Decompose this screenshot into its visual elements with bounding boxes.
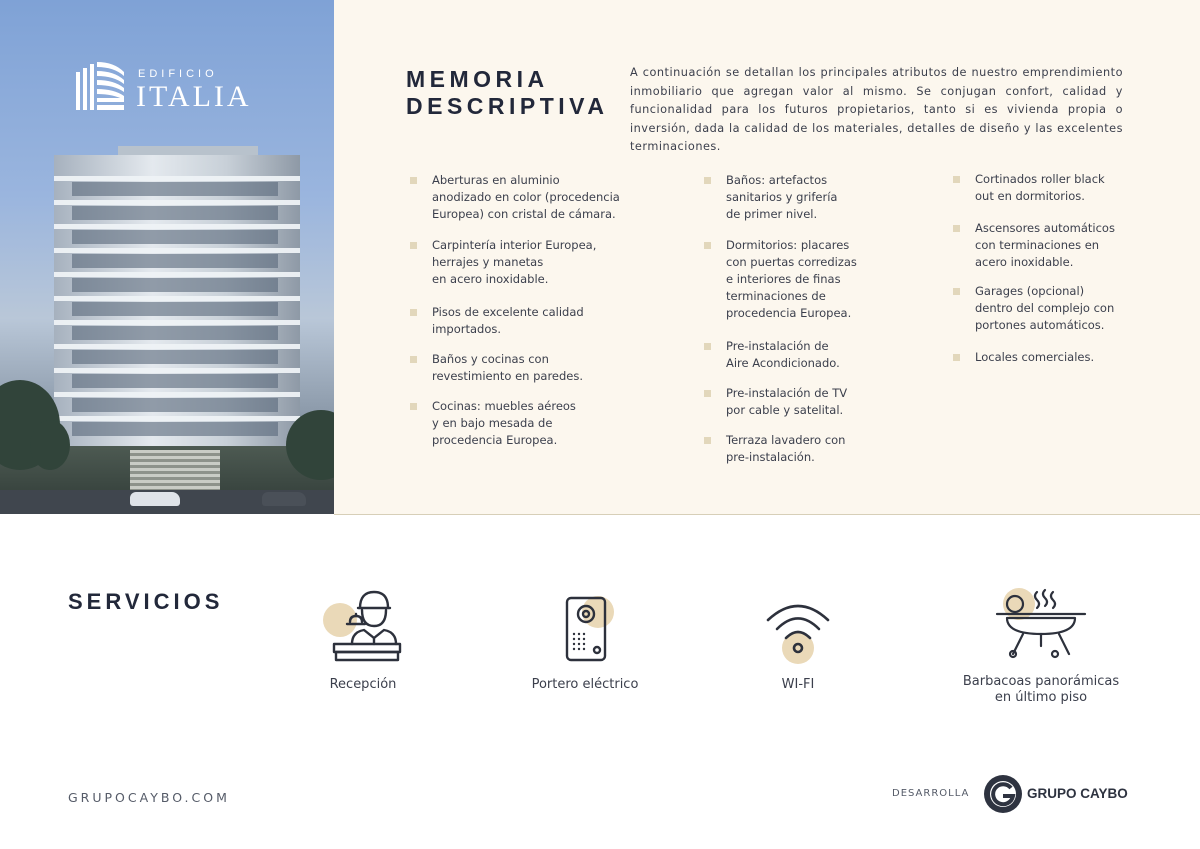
list-item: Garages (opcional) dentro del complejo con portones automáticos.: [953, 283, 1115, 334]
bullet-icon: [953, 176, 960, 183]
memoria-intro: A continuación se detallan los principales atributos de nuestro emprendimiento inmobiliario que agregan valor al mismo. Se conjugan confort, calidad y funcionalidad para los futuros propietarios, tanto si es vivienda propia o inversión, dada la calidad de los materiales, detalles de diseño y las excelentes terminaciones.: [630, 66, 1123, 153]
list-item: Pisos de excelente calidad importados.: [410, 304, 620, 338]
list-item: Locales comerciales.: [953, 349, 1115, 366]
building-logo-icon: [74, 58, 128, 110]
features-column-1: [410, 172, 620, 449]
list-item: Aberturas en aluminio anodizado en color (procedencia Europea) con cristal de cámara.: [410, 172, 620, 223]
bullet-icon: [704, 437, 711, 444]
list-item: Pre-instalación de Aire Acondicionado.: [704, 338, 857, 372]
section-divider: [334, 514, 1200, 515]
service-label-barbacoas: Barbacoas panorámicas en último piso: [962, 674, 1120, 705]
bullet-icon: [410, 242, 417, 249]
servicios-title: SERVICIOS: [68, 589, 224, 614]
bullet-icon: [704, 343, 711, 350]
grupo-caybo-g-icon: [982, 773, 1024, 815]
desarrolla-label: DESARROLLA: [892, 788, 970, 799]
bullet-icon: [410, 177, 417, 184]
bullet-icon: [410, 356, 417, 363]
service-portero: [515, 594, 655, 693]
edificio-italia-logo: [74, 58, 274, 112]
brand-name: GRUPO CAYBO: [1027, 786, 1128, 801]
bullet-icon: [704, 177, 711, 184]
bullet-icon: [410, 403, 417, 410]
list-item: Baños: artefactos sanitarios y grifería de primer nivel.: [704, 172, 857, 223]
reception-icon: [322, 588, 404, 664]
features-column-3: [953, 171, 1115, 366]
logo-line1: EDIFICIO: [138, 68, 218, 80]
bullet-icon: [410, 309, 417, 316]
list-item: Baños y cocinas con revestimiento en paredes.: [410, 351, 620, 385]
service-barbacoas: [950, 588, 1132, 706]
intercom-icon: [550, 594, 620, 664]
features-column-2: [704, 172, 857, 466]
list-item: Carpintería interior Europea, herrajes y manetas en acero inoxidable.: [410, 237, 620, 288]
list-item: Dormitorios: placares con puertas corredizas e interiores de finas terminaciones de procedencia Europea.: [704, 237, 857, 322]
memoria-title-line2: DESCRIPTIVA: [406, 93, 609, 119]
bullet-icon: [953, 288, 960, 295]
grupo-caybo-logo: [982, 773, 1132, 815]
service-recepcion: [303, 588, 423, 693]
memoria-title: [406, 66, 608, 120]
bullet-icon: [953, 354, 960, 361]
list-item: Terraza lavadero con pre-instalación.: [704, 432, 857, 466]
service-label-wifi: WI-FI: [781, 677, 815, 692]
service-label-recepcion: Recepción: [329, 677, 397, 692]
bullet-icon: [704, 242, 711, 249]
website-link[interactable]: GRUPOCAYBO.COM: [68, 790, 230, 805]
memoria-title-line1: MEMORIA: [406, 66, 549, 92]
list-item: Cocinas: muebles aéreos y en bajo mesada de procedencia Europea.: [410, 398, 620, 449]
service-label-portero: Portero eléctrico: [531, 677, 639, 692]
service-wifi: [758, 598, 838, 693]
logo-line2: ITALIA: [136, 80, 252, 113]
bullet-icon: [704, 390, 711, 397]
list-item: Pre-instalación de TV por cable y satelital.: [704, 385, 857, 419]
barbecue-icon: [993, 588, 1089, 660]
list-item: Cortinados roller black out en dormitorios.: [953, 171, 1115, 205]
wifi-icon: [763, 598, 833, 668]
bullet-icon: [953, 225, 960, 232]
list-item: Ascensores automáticos con terminaciones en acero inoxidable.: [953, 220, 1115, 271]
